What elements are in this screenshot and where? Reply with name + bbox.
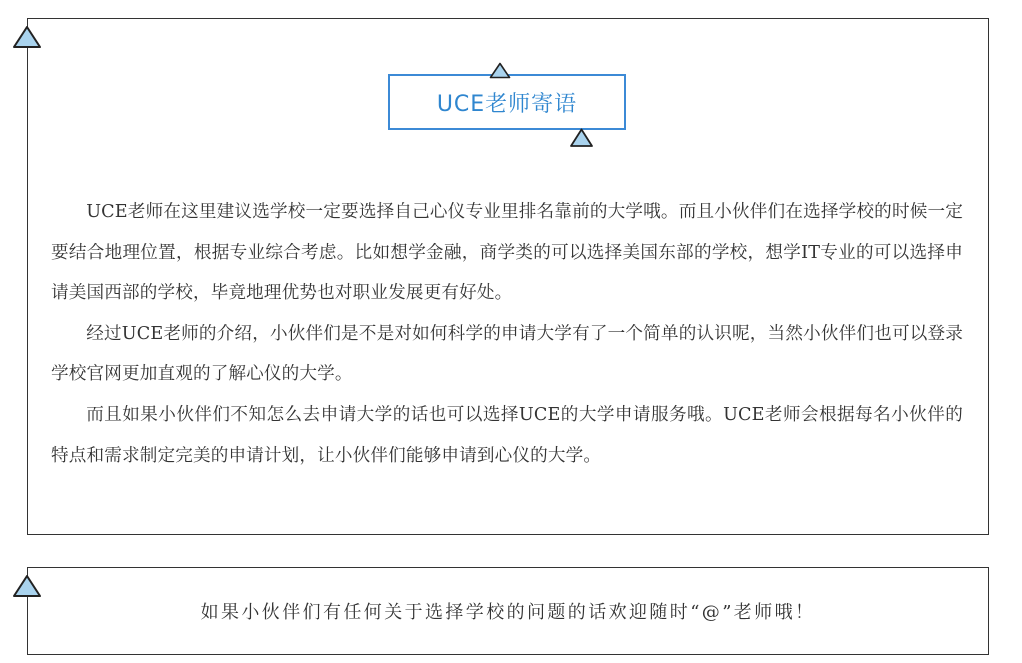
paragraph-3: 而且如果小伙伴们不知怎么去申请大学的话也可以选择UCE的大学申请服务哦。UCE老师会根据每名小伙伴的特点和需求制定完美的申请计划，让小伙伴们能够申请到心仪的大学。 xyxy=(51,404,963,466)
footer-note: 如果小伙伴们有任何关于选择学校的问题的话欢迎随时“@”老师哦！ xyxy=(200,602,816,623)
triangle-title-bottom-icon xyxy=(569,128,594,148)
triangle-title-top-icon xyxy=(489,62,511,79)
paragraph-1: UCE老师在这里建议选学校一定要选择自己心仪专业里排名靠前的大学哦。而且小伙伴们在选择学校的时候一定要结合地理位置，根据专业综合考虑。比如想学金融，商学类的可以选择美国东部的学校，想学IT专业的可以选择申请美国西部的学校，毕竟地理优势也对职业发展更有好处。 xyxy=(51,202,963,304)
section-title-frame xyxy=(388,74,626,130)
triangle-corner-icon xyxy=(12,25,42,49)
message-body xyxy=(51,192,963,476)
section-title: UCE老师寄语 xyxy=(436,91,578,117)
paragraph-2: 经过UCE老师的介绍，小伙伴们是不是对如何科学的申请大学有了一个简单的认识呢，当然小伙伴们也可以登录学校官网更加直观的了解心仪的大学。 xyxy=(51,323,963,385)
